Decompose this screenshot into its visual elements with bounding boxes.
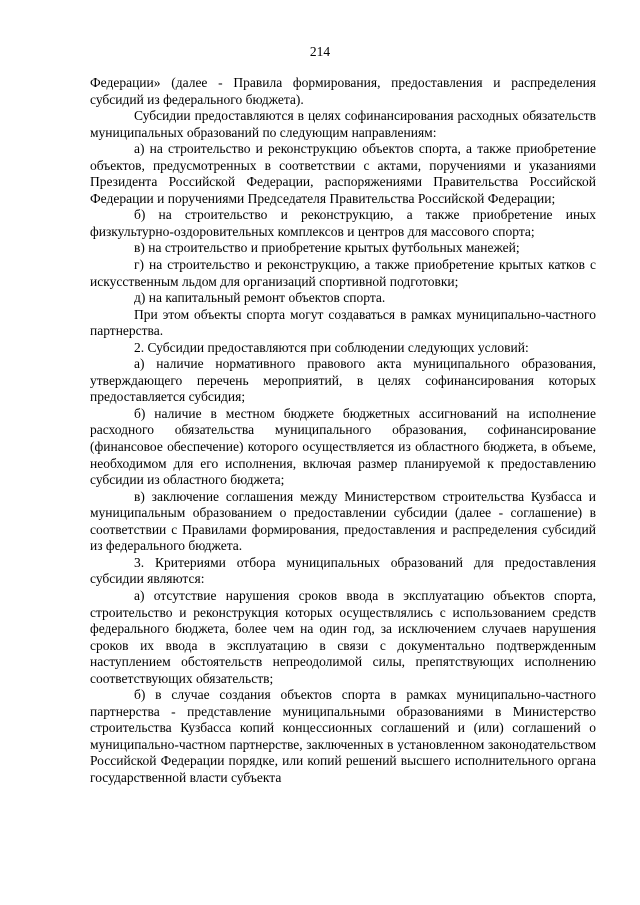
paragraph-criterion-b: б) в случае создания объектов спорта в рамках муниципально-частного партнерства - представление муниципальными образованиями в Министерство строительства Кузбасса копий концессионных соглашений и (или) соглашений о муниципально-частном партнерстве, заключенных в установленном законодательством Российской Федерации порядке, или копий решений высшего исполнительного органа государственной власти субъекта: [90, 687, 596, 785]
paragraph-continuation: Федерации» (далее - Правила формирования, предоставления и распределения субсидий из федерального бюджета).: [90, 75, 596, 107]
paragraph-item-d-repair: д) на капитальный ремонт объектов спорта.: [134, 290, 386, 306]
paragraph-condition-a: а) наличие нормативного правового акта муниципального образования, утверждающего перечень мероприятий, в целях софинансирования которых предоставляется субсидия;: [90, 356, 596, 405]
paragraph-criterion-a: а) отсутствие нарушения сроков ввода в эксплуатацию объектов спорта, строительство и реконструкция которых осуществлялись с использованием средств федерального бюджета, более чем на один год, за исключением случаев нарушения сроков их ввода в эксплуатацию в связи с документально подтвержденным наступлением обстоятельств непреодолимой силы, препятствующих исполнению соответствующих обязательств;: [90, 587, 596, 686]
paragraph-item-a-construction: а) на строительство и реконструкцию объектов спорта, а также приобретение объектов, предусмотренных в соответствии с актами, поручениями и указаниями Президента Российской Федерации, распоряжениями Правительства Российской Федерации и поручениями Председателя Правительства Российской Федерации;: [90, 141, 596, 206]
document-body: [90, 75, 596, 787]
paragraph-partnership-note: При этом объекты спорта могут создаваться в рамках муниципально-частного партнерства.: [90, 306, 596, 339]
paragraph-section-3-criteria: 3. Критериями отбора муниципальных образований для предоставления субсидии являются:: [90, 554, 596, 587]
paragraph-item-b-complexes: б) на строительство и реконструкцию, а также приобретение иных физкультурно-оздоровительных комплексов и центров для массового спорта;: [90, 207, 596, 239]
paragraph-item-v-football-arenas: в) на строительство и приобретение крытых футбольных манежей;: [134, 240, 520, 256]
paragraph-section-2-conditions: 2. Субсидии предоставляются при соблюдении следующих условий:: [134, 339, 529, 355]
paragraph-condition-b: б) наличие в местном бюджете бюджетных ассигнований на исполнение расходного обязательства муниципального образования, софинансирование (финансовое обеспечение) которого осуществляется из областного бюджета, в объеме, необходимом для его исполнения, включая размер планируемой к предоставлению субсидии из областного бюджета;: [90, 405, 596, 488]
paragraph-item-g-ice-rinks: г) на строительство и реконструкцию, а также приобретение крытых катков с искусственным льдом для организаций спортивной подготовки;: [90, 257, 596, 289]
paragraph-condition-v: в) заключение соглашения между Министерством строительства Кузбасса и муниципальным образованием о предоставлении субсидии (далее - соглашение) в соответствии с Правилами формирования, предоставления и распределения субсидий из федерального бюджета.: [90, 488, 596, 554]
paragraph-subsidy-purpose: Субсидии предоставляются в целях софинансирования расходных обязательств муниципальных образований по следующим направлениям:: [90, 108, 596, 140]
page-number: 214: [309, 44, 331, 59]
